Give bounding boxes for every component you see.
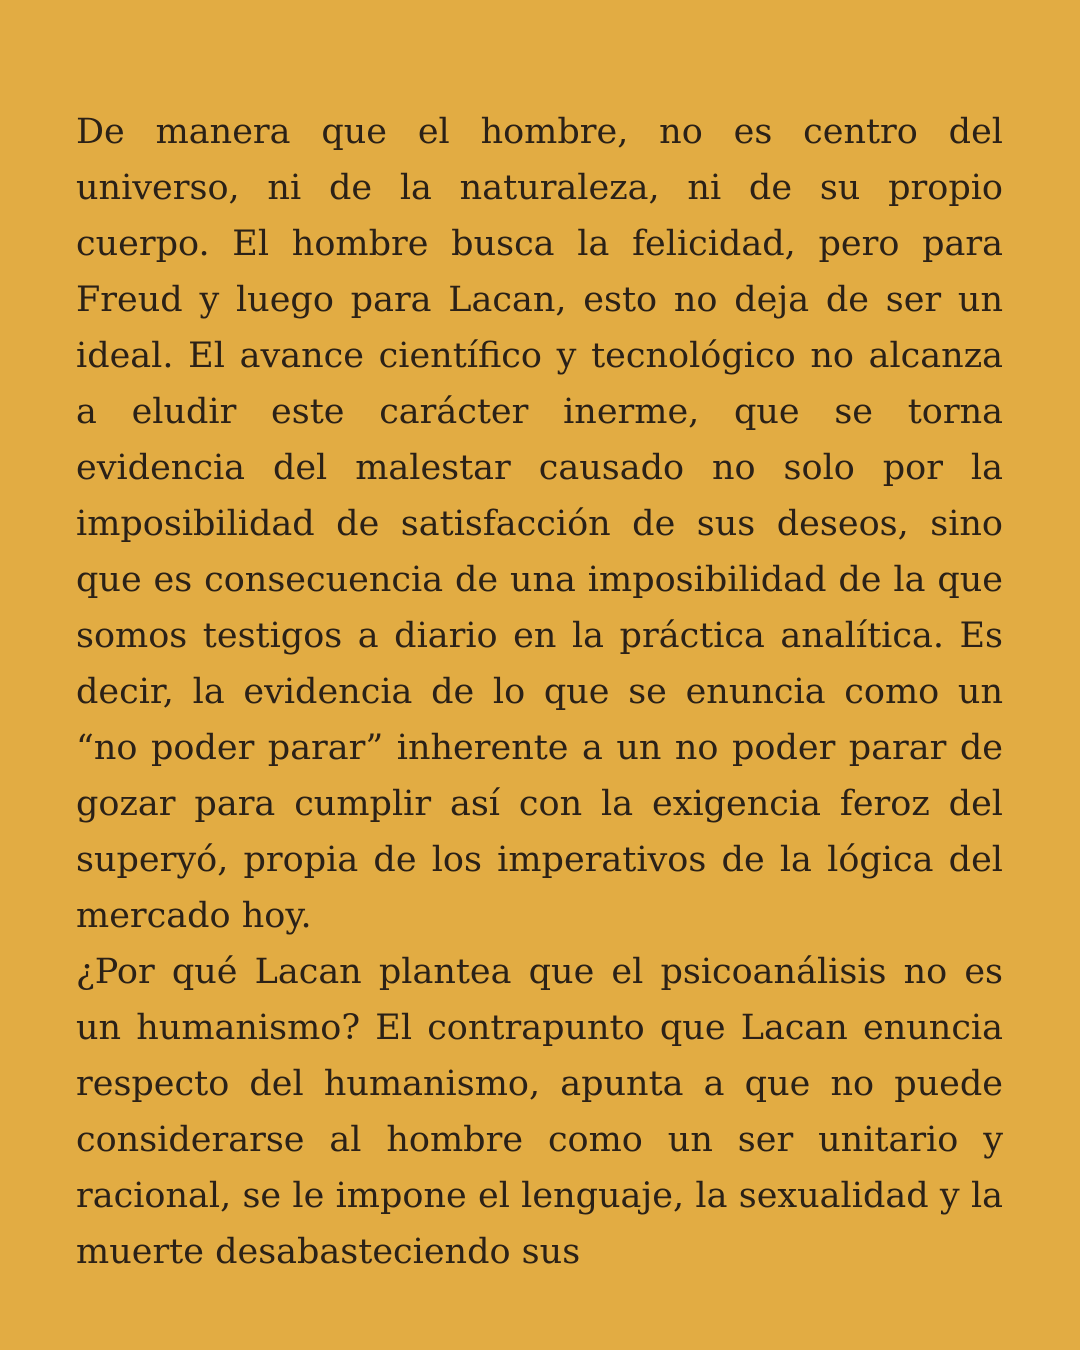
paragraph-2: ¿Por qué Lacan plantea que el psicoanálisis no es un humanismo? El contrapunto que Lacan enuncia respecto del humanismo, apunta a que no puede considerarse al hombre como un ser unitario y racional, se le impone el lenguaje, la sexualidad y la muerte desabasteciendo sus <box>76 952 1003 1272</box>
paragraph-1: De manera que el hombre, no es centro del universo, ni de la naturaleza, ni de su propio cuerpo. El hombre busca la felicidad, pero para Freud y luego para Lacan, esto no deja de ser un ideal. El avance científico y tecnológico no alcanza a eludir este carácter inerme, que se torna evidencia del malestar causado no solo por la imposibilidad de satisfacción de sus deseos, sino que es consecuencia de una imposibilidad de la que somos testigos a diario en la práctica analítica. Es decir, la evidencia de lo que se enuncia como un “no poder parar” inherente a un no poder parar de gozar para cumplir así con la exigencia feroz del superyó, propia de los imperativos de la lógica del mercado hoy. <box>76 112 1003 936</box>
body-text <box>76 104 1003 1280</box>
